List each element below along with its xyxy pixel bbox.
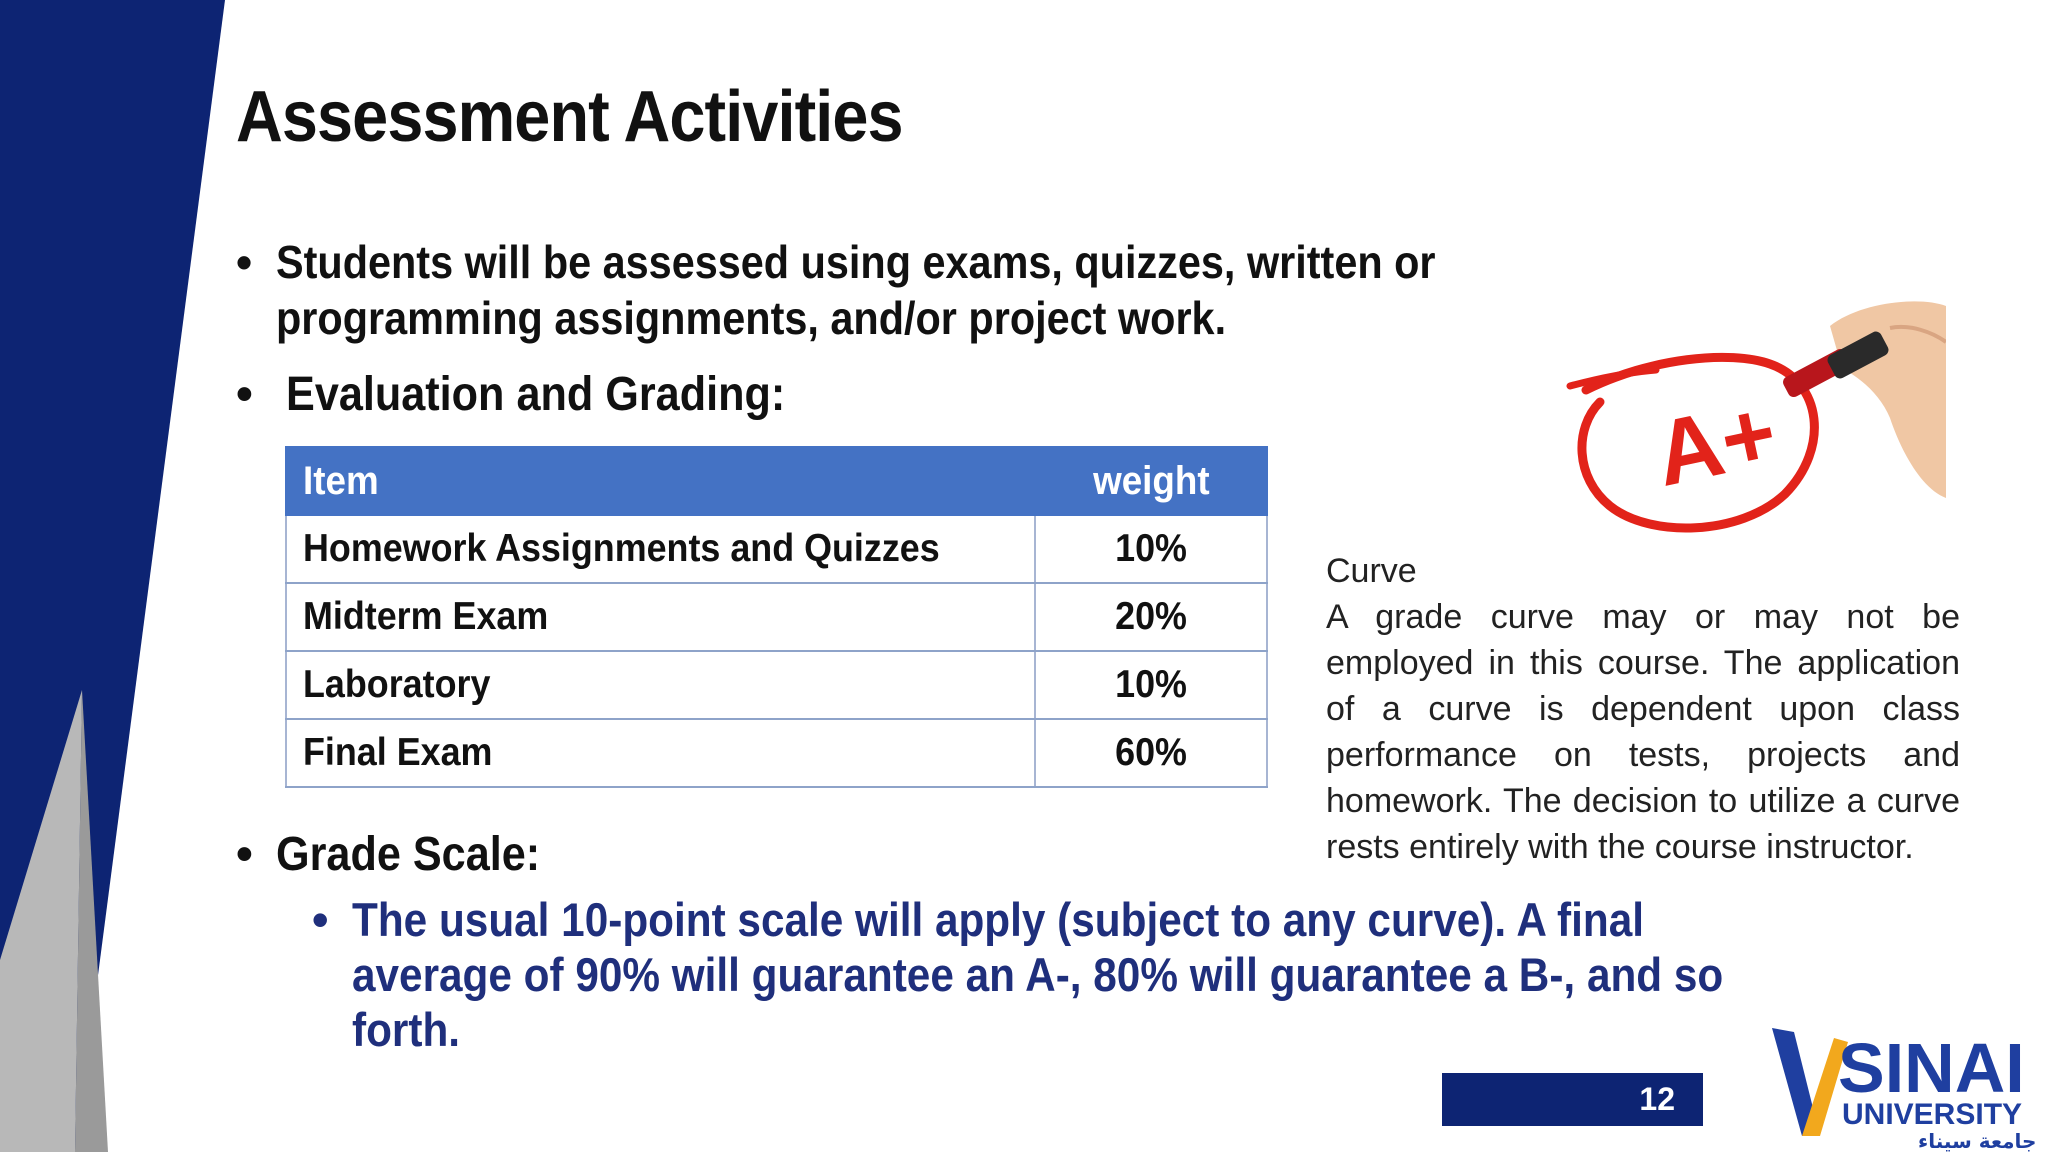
logo-name: SINAI (1838, 1029, 2025, 1107)
bullet-dot: • (236, 368, 253, 421)
curve-title: Curve (1326, 552, 1417, 590)
header-weight: weight (1035, 447, 1267, 515)
logo-arabic: جامعة سيناء (1918, 1129, 2037, 1152)
curve-body: A grade curve may or may not be employed in this course. The application of a curve is dependent upon class performance on tests, projects and homework. The decision to utilize a curve rests entirely with the course instructor. (1326, 598, 1960, 866)
curve-note (1326, 548, 1960, 870)
table-row (286, 719, 1267, 787)
row-item: Homework Assignments and Quizzes (286, 515, 1035, 583)
slide-title: Assessment Activities (236, 77, 903, 157)
page-number-box (1442, 1073, 1703, 1126)
sub-bullet-text: The usual 10-point scale will apply (subject to any curve). A final average of 90% will guarantee an A-, 80% will guarantee a B-, and so forth. (352, 893, 1724, 1056)
row-weight: 60% (1035, 719, 1267, 787)
grading-table (285, 446, 1268, 788)
sub-bullet-grade-scale (312, 892, 1972, 1057)
bullet-text: Evaluation and Grading: (286, 368, 786, 421)
grade-a-plus-illustration (1560, 298, 1946, 548)
bullet-text: Grade Scale: (276, 828, 541, 881)
table-row (286, 651, 1267, 719)
page-number: 12 (1639, 1081, 1675, 1117)
bullet-evaluation-grading (236, 366, 841, 424)
bullet-text: Students will be assessed using exams, quizzes, written or programming assignments, and/or project work. (276, 236, 1436, 344)
row-weight: 10% (1035, 515, 1267, 583)
row-weight: 20% (1035, 583, 1267, 651)
table-header-row (286, 447, 1267, 515)
sinai-university-logo (1768, 1012, 2048, 1152)
bullet-grade-scale (236, 826, 569, 884)
row-item: Midterm Exam (286, 583, 1035, 651)
bullet-dot: • (236, 236, 253, 288)
row-weight: 10% (1035, 651, 1267, 719)
bullet-dot: • (312, 893, 329, 946)
logo-subtitle: UNIVERSITY (1842, 1098, 2023, 1131)
table-row (286, 515, 1267, 583)
row-item: Final Exam (286, 719, 1035, 787)
bullet-dot: • (236, 828, 253, 881)
row-item: Laboratory (286, 651, 1035, 719)
table-row (286, 583, 1267, 651)
header-item: Item (286, 447, 1035, 515)
grade-mark-text: A+ (1646, 381, 1786, 506)
